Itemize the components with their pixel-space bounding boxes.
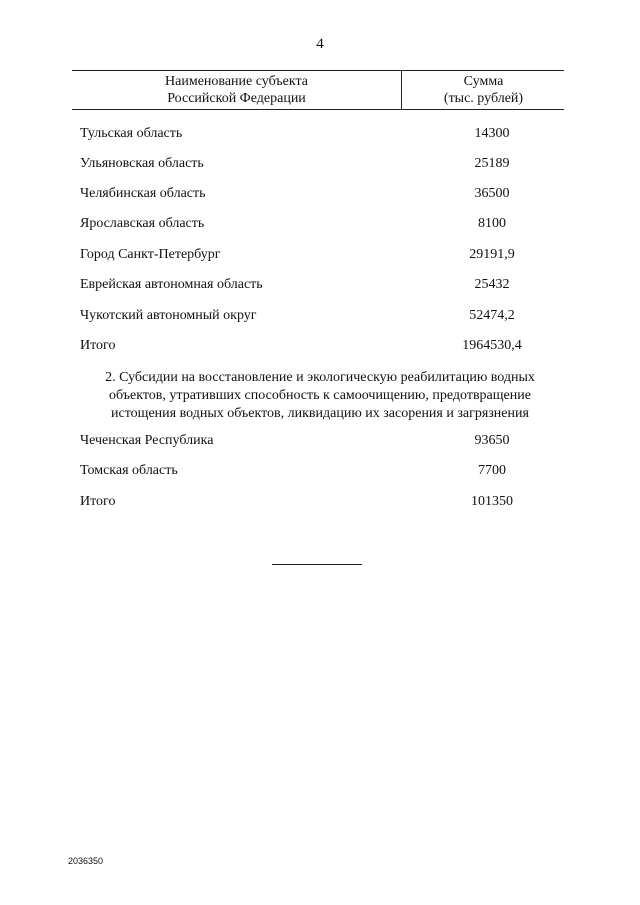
document-code: 2036350 bbox=[68, 856, 104, 866]
row-name: Томская область bbox=[80, 463, 178, 478]
section-title-line1: 2. Субсидии на восстановление и экологическую реабилитацию водных bbox=[105, 370, 535, 385]
row-name: Чеченская Республика bbox=[80, 433, 214, 448]
row-name: Челябинская область bbox=[80, 186, 206, 201]
table-row bbox=[80, 156, 560, 176]
row-sum: 7700 bbox=[478, 463, 506, 478]
row-sum: 8100 bbox=[478, 216, 506, 231]
row-name: Город Санкт-Петербург bbox=[80, 247, 221, 262]
end-rule-divider bbox=[272, 564, 362, 565]
table-row bbox=[80, 247, 560, 267]
row-sum: 25189 bbox=[474, 156, 510, 171]
row-sum: 14300 bbox=[474, 126, 510, 141]
row-name: Ульяновская область bbox=[80, 156, 204, 171]
row-name: Еврейская автономная область bbox=[80, 277, 263, 292]
section-title bbox=[80, 369, 560, 423]
row-name: Итого bbox=[80, 494, 116, 509]
row-name: Ярославская область bbox=[80, 216, 205, 231]
header-sum-line1: Сумма bbox=[463, 74, 504, 89]
table-row bbox=[80, 216, 560, 236]
row-name: Итого bbox=[80, 338, 116, 353]
page-number: 4 bbox=[316, 36, 324, 52]
row-name: Чукотский автономный округ bbox=[80, 308, 257, 323]
row-sum: 36500 bbox=[474, 186, 510, 201]
row-sum: 52474,2 bbox=[469, 308, 515, 323]
header-sum-line2: (тыс. рублей) bbox=[443, 91, 524, 106]
table-header bbox=[72, 70, 564, 110]
header-column-sum bbox=[403, 71, 564, 109]
row-sum: 29191,9 bbox=[469, 247, 515, 262]
table-row-total bbox=[80, 338, 560, 358]
table-row bbox=[80, 126, 560, 146]
row-sum: 1964530,4 bbox=[462, 338, 522, 353]
table-row-total bbox=[80, 494, 560, 514]
section-title-line3: истощения водных объектов, ликвидацию их засорения и загрязнения bbox=[111, 406, 529, 421]
section-title-line2: объектов, утративших способность к самоочищению, предотвращение bbox=[109, 388, 531, 403]
row-sum: 93650 bbox=[474, 433, 510, 448]
table-row bbox=[80, 463, 560, 483]
header-column-name bbox=[72, 71, 402, 109]
table-row bbox=[80, 308, 560, 328]
row-name: Тульская область bbox=[80, 126, 183, 141]
row-sum: 101350 bbox=[471, 494, 513, 509]
row-sum: 25432 bbox=[474, 277, 510, 292]
table-row bbox=[80, 433, 560, 453]
table-row bbox=[80, 186, 560, 206]
header-name-line2: Российской Федерации bbox=[167, 91, 306, 106]
table-row bbox=[80, 277, 560, 297]
header-name-line1: Наименование субъекта bbox=[165, 74, 308, 89]
